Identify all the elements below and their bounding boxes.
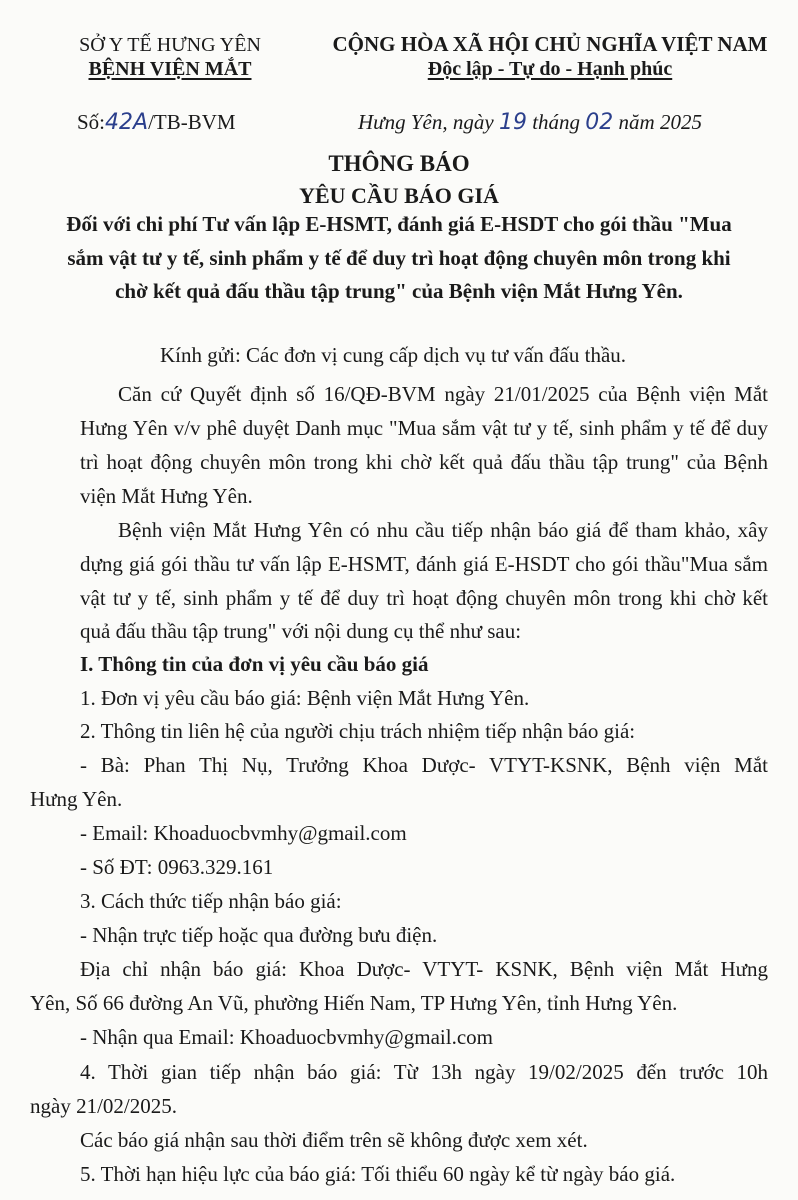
subject-line-2: sắm vật tư y tế, sinh phẩm y tế để duy trì hoạt động chuyên môn trong khi (67, 246, 731, 270)
para1-line-3: trì hoạt động chuyên môn trong khi chờ kết quả đấu thầu tập trung" của Bệnh (80, 450, 768, 474)
date-year: năm 2025 (618, 110, 702, 134)
ref-prefix: Số: (77, 110, 106, 134)
date-day: 19 (498, 110, 527, 135)
date-place: Hưng Yên, ngày (358, 110, 494, 134)
para1-line-1: Căn cứ Quyết định số 16/QĐ-BVM ngày 21/01/2025 của Bệnh viện Mắt (118, 382, 768, 406)
ref-suffix: /TB-BVM (148, 110, 236, 134)
para2-line-3: vật tư y tế, sinh phẩm y tế để duy trì hoạt động chuyên môn trong khi chờ kết (80, 586, 768, 610)
subject-line-1: Đối với chi phí Tư vấn lập E-HSMT, đánh giá E-HSDT cho gói thầu "Mua (66, 212, 732, 236)
ref-handwritten-number: 42A (105, 110, 149, 135)
receive-email: - Nhận qua Email: Khoaduocbvmhy@gmail.com (80, 1025, 493, 1049)
item-2: 2. Thông tin liên hệ của người chịu trách nhiệm tiếp nhận báo giá: (80, 719, 636, 743)
para1-line-4: viện Mắt Hưng Yên. (80, 484, 253, 508)
item-3: 3. Cách thức tiếp nhận báo giá: (80, 889, 342, 913)
national-title: CỘNG HÒA XÃ HỘI CHỦ NGHĨA VIỆT NAM (332, 32, 768, 56)
contact-person-line-1: - Bà: Phan Thị Nụ, Trưởng Khoa Dược- VTYT-KSNK, Bệnh viện Mắt (80, 753, 768, 777)
contact-person-line-2: Hưng Yên. (30, 787, 123, 811)
address-line-1: Địa chỉ nhận báo giá: Khoa Dược- VTYT- KSNK, Bệnh viện Mắt Hưng (80, 957, 768, 981)
national-motto: Độc lập - Tự do - Hạnh phúc (427, 58, 673, 80)
receive-direct: - Nhận trực tiếp hoặc qua đường bưu điện. (80, 923, 438, 947)
contact-email: - Email: Khoaduocbvmhy@gmail.com (80, 821, 407, 845)
greeting: Kính gửi: Các đơn vị cung cấp dịch vụ tư vấn đấu thầu. (160, 343, 627, 367)
para1-line-2: Hưng Yên v/v phê duyệt Danh mục "Mua sắm vật tư y tế, sinh phẩm y tế để duy (80, 416, 768, 440)
note: Các báo giá nhận sau thời điểm trên sẽ không được xem xét. (80, 1128, 588, 1152)
document-title: THÔNG BÁO (328, 151, 470, 176)
address-line-2: Yên, Số 66 đường An Vũ, phường Hiến Nam, TP Hưng Yên, tỉnh Hưng Yên. (30, 991, 678, 1015)
item-1: 1. Đơn vị yêu cầu báo giá: Bệnh viện Mắt Hưng Yên. (80, 686, 530, 710)
para2-line-2: dựng giá gói thầu tư vấn lập E-HSMT, đánh giá E-HSDT cho gói thầu"Mua sắm (80, 552, 768, 576)
item-4-line-2: ngày 21/02/2025. (30, 1094, 177, 1118)
para2-line-1: Bệnh viện Mắt Hưng Yên có nhu cầu tiếp nhận báo giá để tham khảo, xây (118, 518, 768, 542)
org-name: SỞ Y TẾ HƯNG YÊN (79, 34, 261, 56)
date-month: 02 (585, 110, 614, 135)
item-4-line-1: 4. Thời gian tiếp nhận báo giá: Từ 13h ngày 19/02/2025 đến trước 10h (80, 1060, 768, 1084)
contact-phone: - Số ĐT: 0963.329.161 (80, 855, 274, 879)
date-month-label: tháng (532, 110, 581, 134)
document-subtitle: YÊU CẦU BÁO GIÁ (299, 183, 499, 208)
item-5: 5. Thời hạn hiệu lực của báo giá: Tối thiểu 60 ngày kể từ ngày báo giá. (80, 1162, 676, 1186)
section-1-heading: I. Thông tin của đơn vị yêu cầu báo giá (80, 652, 429, 676)
para2-line-4: quả đấu thầu tập trung" với nội dung cụ thể như sau: (80, 619, 522, 643)
subject-line-3: chờ kết quả đấu thầu tập trung" của Bệnh viện Mắt Hưng Yên. (115, 279, 683, 303)
unit-name: BỆNH VIỆN MẮT (88, 58, 252, 80)
reference-number (77, 110, 236, 135)
document-date (358, 110, 702, 135)
